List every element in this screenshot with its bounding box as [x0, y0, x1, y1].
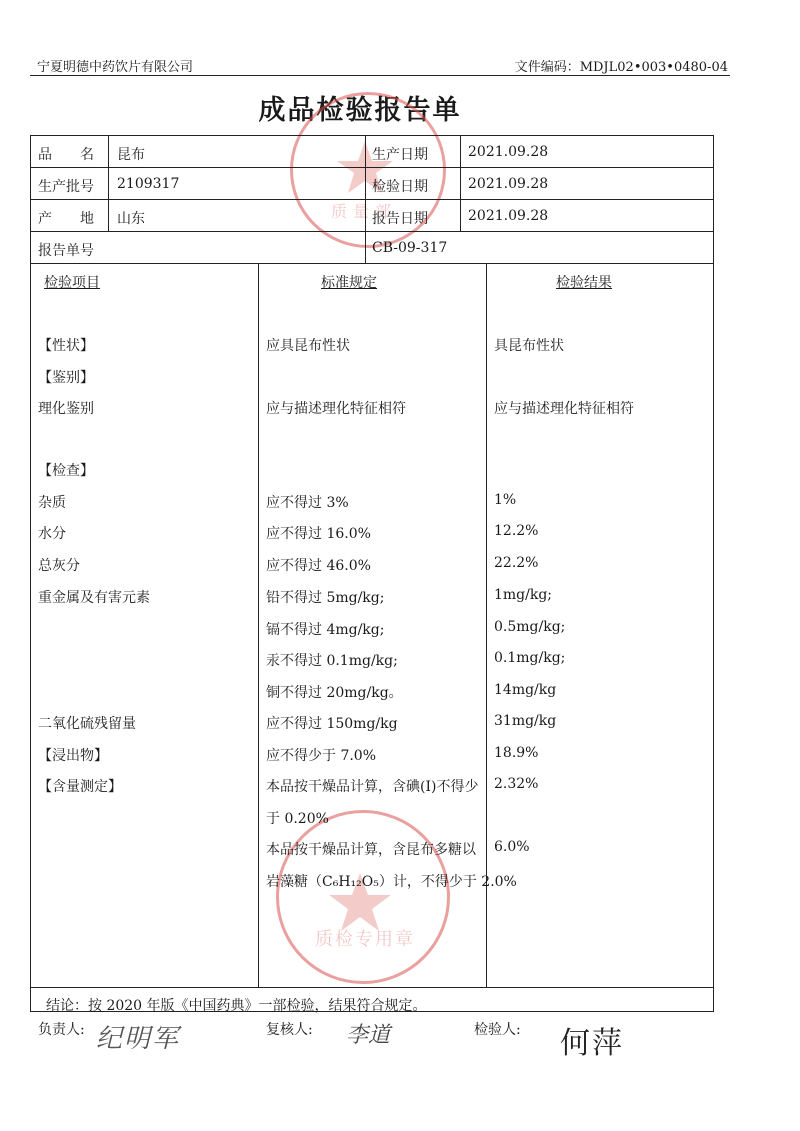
origin-value: 山东: [117, 211, 145, 227]
test-date-value: 2021.09.28: [468, 176, 549, 192]
production-date-value: 2021.09.28: [468, 144, 549, 160]
row-standard: 于 0.20%: [266, 811, 329, 827]
row-standard: 应具昆布性状: [266, 338, 350, 354]
col-divider: [365, 135, 366, 263]
row-result: 18.9%: [494, 745, 539, 761]
row-result: 1mg/kg;: [494, 587, 553, 603]
row-result: 应与描述理化特征相符: [494, 401, 634, 417]
responsible-signature: 纪明军: [96, 1024, 181, 1054]
row-item: 重金属及有害元素: [38, 590, 150, 606]
row-item: 【性状】: [38, 338, 94, 354]
production-date-label: 生产日期: [372, 147, 428, 163]
col-divider: [460, 135, 461, 231]
inspector-signature: 何萍: [560, 1026, 624, 1061]
row-result: 6.0%: [494, 839, 530, 855]
seal-bottom-text: 质量部: [331, 202, 398, 221]
row-item: 【鉴别】: [38, 370, 94, 386]
row-result: 12.2%: [494, 523, 539, 539]
column-header-standard: 标准规定: [321, 275, 377, 291]
reviewer-signature: 李道: [346, 1023, 391, 1048]
row-divider: [30, 199, 714, 200]
row-result: 22.2%: [494, 555, 539, 571]
row-standard: 镉不得过 4mg/kg;: [266, 622, 385, 638]
row-divider: [30, 263, 714, 264]
responsible-label: 负责人:: [38, 1022, 85, 1038]
row-standard: 应与描述理化特征相符: [266, 401, 406, 417]
report-date-label: 报告日期: [372, 211, 428, 227]
row-standard: 应不得少于 7.0%: [266, 748, 377, 764]
row-result: 具昆布性状: [494, 338, 564, 354]
inspector-label: 检验人:: [474, 1022, 521, 1038]
row-result: 0.5mg/kg;: [494, 619, 566, 635]
report-date-value: 2021.09.28: [468, 208, 549, 224]
row-item: 【浸出物】: [38, 748, 108, 764]
row-item: 水分: [38, 526, 66, 542]
row-result: 2.32%: [494, 776, 539, 792]
row-standard: 汞不得过 0.1mg/kg;: [266, 653, 398, 669]
column-header-item: 检验项目: [44, 275, 100, 291]
row-standard: 应不得过 46.0%: [266, 558, 371, 574]
row-divider: [30, 167, 714, 168]
row-item: 杂质: [38, 495, 66, 511]
origin-label: 产 地: [38, 211, 94, 227]
row-standard: 应不得过 3%: [266, 495, 349, 511]
reviewer-label: 复核人:: [266, 1022, 313, 1038]
column-header-result: 检验结果: [556, 275, 612, 291]
row-divider: [30, 987, 714, 988]
conclusion-text: 结论：按 2020 年版《中国药典》一部检验，结果符合规定。: [46, 998, 427, 1014]
row-standard: 铜不得过 20mg/kg。: [266, 685, 403, 701]
report-number-value: CB-09-317: [372, 240, 448, 256]
header-divider: [30, 75, 730, 76]
row-item: 二氧化硫残留量: [38, 716, 136, 732]
row-item: 理化鉴别: [38, 401, 94, 417]
row-standard: 铅不得过 5mg/kg;: [266, 590, 385, 606]
document-code: 文件编码：MDJL02•003•0480-04: [514, 60, 728, 75]
row-standard: 本品按干燥品计算，含碘(I)不得少: [266, 779, 479, 795]
row-standard: 岩藻糖（C₆H₁₂O₅）计，不得少于 2.0%: [266, 874, 517, 890]
row-result: 0.1mg/kg;: [494, 650, 566, 666]
report-title: 成品检验报告单: [258, 95, 462, 126]
report-number-label: 报告单号: [38, 243, 94, 259]
row-divider: [30, 231, 714, 232]
company-name: 宁夏明德中药饮片有限公司: [37, 60, 194, 75]
product-name-value: 昆布: [117, 147, 145, 163]
col-divider: [108, 135, 109, 231]
row-result: 1%: [494, 492, 517, 508]
row-standard: 应不得过 150mg/kg: [266, 716, 398, 732]
row-standard: 应不得过 16.0%: [266, 526, 371, 542]
product-name-label: 品 名: [38, 147, 94, 163]
batch-label: 生产批号: [38, 179, 94, 195]
batch-value: 2109317: [117, 176, 180, 192]
row-standard: 本品按干燥品计算，含昆布多糖以: [266, 842, 476, 858]
test-date-label: 检验日期: [372, 179, 428, 195]
row-result: 14mg/kg: [494, 682, 557, 698]
row-item: 【检查】: [38, 463, 94, 479]
row-item: 总灰分: [38, 558, 80, 574]
col-divider: [258, 263, 259, 987]
row-item: 【含量测定】: [38, 779, 122, 795]
seal-bottom-text-2: 质检专用章: [315, 929, 415, 950]
row-result: 31mg/kg: [494, 713, 557, 729]
